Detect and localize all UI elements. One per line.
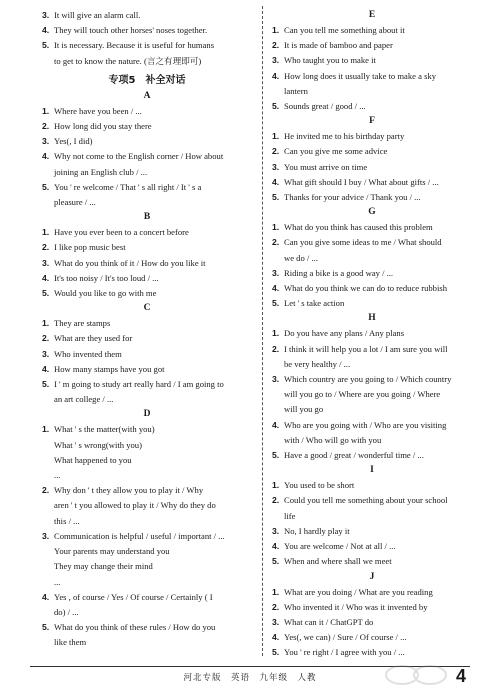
answer-item <box>272 53 472 68</box>
answer-line <box>272 554 472 569</box>
item-number: 2. <box>272 601 280 612</box>
answer-line <box>272 53 472 68</box>
answer-item <box>272 372 472 418</box>
answer-line <box>42 225 252 240</box>
item-number: 3. <box>42 257 50 268</box>
answer-text: What ' s wrong(with you) <box>54 439 142 450</box>
answer-item <box>42 620 252 650</box>
answer-text: What do you think of it / How do you like it <box>54 257 206 268</box>
item-number: 5. <box>42 40 50 51</box>
answer-continuation-line <box>42 468 252 483</box>
answer-line <box>272 448 472 463</box>
answer-text: How many stamps have you got <box>54 363 165 374</box>
answer-text: What ' s the matter(with you) <box>54 424 155 435</box>
item-number: 2. <box>272 237 280 248</box>
answer-continuation-line <box>42 498 252 513</box>
answer-line <box>272 326 472 341</box>
answer-text: He invited me to his birthday party <box>284 131 405 142</box>
answer-item <box>272 69 472 99</box>
answer-item <box>272 175 472 190</box>
answer-text: It's too noisy / It's too loud / ... <box>54 272 159 283</box>
item-number: 2. <box>272 40 280 51</box>
answer-text: Where have you been / ... <box>54 105 142 116</box>
answer-text: Who are you going with / Who are you visiting <box>284 419 447 430</box>
answer-text: No, I hardly play it <box>284 525 350 536</box>
answer-text: Thanks for your advice / Thank you / ... <box>284 192 421 203</box>
answer-line <box>272 281 472 296</box>
answer-text: aren ' t you allowed to play it / Why do they do <box>54 500 216 511</box>
answer-line <box>272 585 472 600</box>
answer-item <box>42 8 252 23</box>
group-letter: A <box>143 90 151 101</box>
item-number: 3. <box>272 616 280 627</box>
answer-text: ... <box>54 576 61 587</box>
group-letter: B <box>143 212 151 223</box>
answer-text: It is necessary. Because it is useful for humans <box>54 40 215 51</box>
answer-text: You ' re welcome / That ' s all right / It ' s a <box>54 181 202 192</box>
answer-text: Who invented them <box>54 348 122 359</box>
answer-item <box>272 630 472 645</box>
item-number: 4. <box>272 632 280 643</box>
item-number: 1. <box>272 480 280 491</box>
item-number: 2. <box>42 333 50 344</box>
answer-text: with / Who will go with you <box>284 434 382 445</box>
item-number: 3. <box>42 136 50 147</box>
answer-text: will you go <box>284 404 324 415</box>
answer-text: Riding a bike is a good way / ... <box>284 267 394 278</box>
item-number: 1. <box>272 586 280 597</box>
item-number: 1. <box>272 222 280 233</box>
answer-line <box>272 296 472 311</box>
answer-line <box>42 316 252 331</box>
answer-line <box>272 175 472 190</box>
answer-text: joining an English club / ... <box>54 166 148 177</box>
answer-text: Can you give some ideas to me / What should <box>284 237 442 248</box>
answer-line <box>42 38 252 53</box>
item-number: 1. <box>272 25 280 35</box>
answer-item <box>272 129 472 144</box>
answer-text: How long did you stay there <box>54 121 152 132</box>
item-number: 4. <box>42 272 50 283</box>
answer-text: be very healthy / ... <box>284 358 351 369</box>
answer-line <box>42 8 252 23</box>
answer-text: What do you think of these rules / How do you <box>54 622 216 633</box>
answer-item <box>42 316 252 331</box>
answer-line <box>42 240 252 255</box>
answer-continuation-line <box>42 575 252 590</box>
answer-item <box>272 266 472 281</box>
answer-item <box>42 134 252 149</box>
answer-text: ... <box>54 470 61 481</box>
answer-item <box>42 180 252 210</box>
answer-text: You must arrive on time <box>284 161 368 172</box>
watermark-logo-icon <box>382 664 452 686</box>
page-number: 4 <box>455 666 466 686</box>
answer-line <box>42 422 252 437</box>
item-number: 3. <box>42 10 50 20</box>
answer-line <box>272 493 472 508</box>
answer-item <box>272 448 472 463</box>
footer-edition-text: 河北专版 英语 九年级 人教 <box>183 673 317 683</box>
answer-text: pleasure / ... <box>54 197 96 208</box>
answer-text: What are they used for <box>54 333 133 344</box>
item-number: 5. <box>42 379 50 390</box>
answer-item <box>42 256 252 271</box>
item-number: 2. <box>272 495 280 506</box>
answer-item <box>42 104 252 119</box>
item-number: 1. <box>42 105 50 116</box>
answer-line <box>272 372 472 387</box>
item-number: 3. <box>42 530 50 541</box>
answer-item <box>42 38 252 68</box>
answer-text: It is made of bamboo and paper <box>284 40 393 51</box>
group-letter: E <box>368 10 376 20</box>
answer-continuation-line <box>272 509 472 524</box>
item-number: 4. <box>42 151 50 162</box>
answer-line <box>272 615 472 630</box>
answer-item <box>272 144 472 159</box>
item-number: 1. <box>272 131 280 142</box>
answer-item <box>272 99 472 114</box>
answer-item <box>42 271 252 286</box>
answer-line <box>42 271 252 286</box>
answer-continuation-line <box>42 54 252 69</box>
item-number: 4. <box>272 419 280 430</box>
answer-continuation-line <box>42 559 252 574</box>
answer-text: You are welcome / Not at all / ... <box>284 541 396 552</box>
answer-line <box>272 630 472 645</box>
item-number: 1. <box>272 328 280 339</box>
answer-continuation-line <box>42 392 252 407</box>
answer-line <box>272 266 472 281</box>
answer-continuation-line <box>42 165 252 180</box>
item-number: 4. <box>272 541 280 552</box>
answer-item <box>42 331 252 346</box>
answer-text: How long does it usually take to make a sky <box>284 70 437 81</box>
answer-continuation-line <box>42 605 252 620</box>
item-number: 5. <box>42 181 50 192</box>
answer-item <box>272 524 472 539</box>
answer-continuation-line <box>42 438 252 453</box>
answer-item <box>42 119 252 134</box>
answer-item <box>272 342 472 372</box>
answer-text: What do you think has caused this problem <box>284 222 433 233</box>
answer-line <box>42 180 252 195</box>
answer-line <box>42 286 252 301</box>
answer-text: Have a good / great / wonderful time / ... <box>284 450 424 461</box>
answer-item <box>272 38 472 53</box>
item-number: 1. <box>42 227 50 238</box>
answer-item <box>272 615 472 630</box>
answer-item <box>42 362 252 377</box>
answer-text: I think it will help you a lot / I am sure you will <box>284 343 448 354</box>
item-number: 4. <box>272 283 280 294</box>
group-letter: J <box>369 571 375 582</box>
answer-continuation-line <box>42 453 252 468</box>
answer-continuation-line <box>272 433 472 448</box>
item-number: 5. <box>272 556 280 567</box>
answer-item <box>272 418 472 448</box>
answer-text: will you go to / Where are you going / Where <box>284 389 441 400</box>
answer-text: Yes(, we can) / Sure / Of course / ... <box>284 632 407 643</box>
answer-text: Why not come to the English corner / How about <box>54 151 224 162</box>
item-number: 4. <box>272 70 280 81</box>
answer-item <box>42 377 252 407</box>
answer-text: lantern <box>284 85 308 96</box>
answer-line <box>272 235 472 250</box>
item-number: 3. <box>272 374 280 385</box>
answer-item <box>272 645 472 660</box>
answer-item <box>42 149 252 179</box>
item-number: 2. <box>272 146 280 157</box>
answer-item <box>42 422 252 483</box>
answer-line <box>272 144 472 159</box>
answer-line <box>42 119 252 134</box>
answer-continuation-line <box>272 402 472 417</box>
answer-line <box>42 529 252 544</box>
page-footer <box>0 662 500 690</box>
item-number: 3. <box>42 348 50 359</box>
answer-text: Could you tell me something about your school <box>284 495 448 506</box>
item-number: 2. <box>42 242 50 253</box>
item-number: 5. <box>272 101 280 112</box>
answer-continuation-line <box>42 195 252 210</box>
answer-continuation-line <box>272 357 472 372</box>
item-number: 3. <box>272 161 280 172</box>
answer-item <box>42 240 252 255</box>
item-number: 5. <box>272 647 280 658</box>
answer-text: When and where shall we meet <box>284 556 392 567</box>
answer-text: Do you have any plans / Any plans <box>284 328 405 339</box>
answer-item <box>272 539 472 554</box>
answer-item <box>42 483 252 529</box>
answer-text: Which country are you going to / Which country <box>284 374 452 385</box>
answer-text: Can you tell me something about it <box>284 25 405 35</box>
answer-line <box>42 23 252 38</box>
answer-line <box>272 23 472 38</box>
answer-text: What are you doing / What are you reading <box>284 586 433 597</box>
answer-item <box>272 235 472 265</box>
answer-text: What do you think we can do to reduce rubbish <box>284 283 448 294</box>
answer-text: Communication is helpful / useful / important / ... <box>54 530 225 541</box>
answer-line <box>42 256 252 271</box>
item-number: 4. <box>42 25 50 36</box>
answer-text: Yes , of course / Yes / Of course / Certainly ( I <box>54 591 213 602</box>
answer-line <box>42 149 252 164</box>
answer-text: Have you ever been to a concert before <box>54 227 189 238</box>
answer-line <box>272 190 472 205</box>
answer-line <box>42 377 252 392</box>
answer-line <box>42 331 252 346</box>
answer-text: like them <box>54 637 87 648</box>
answer-item <box>272 585 472 600</box>
group-letter: G <box>368 207 376 218</box>
answer-text: to get to know the nature. (言之有理即可) <box>54 55 202 66</box>
item-number: 1. <box>42 424 50 435</box>
answer-line <box>272 160 472 175</box>
answer-text: They may change their mind <box>54 561 153 572</box>
answer-text: They are stamps <box>54 318 111 329</box>
answer-item <box>42 347 252 362</box>
answer-line <box>42 134 252 149</box>
answer-continuation-line <box>42 514 252 529</box>
answer-line <box>272 418 472 433</box>
answer-text: Why don ' t they allow you to play it / Why <box>54 485 204 496</box>
answer-text: we do / ... <box>284 252 318 263</box>
answer-line <box>42 483 252 498</box>
answer-text: Who invented it / Who was it invented by <box>284 601 428 612</box>
answer-line <box>272 600 472 615</box>
answer-line <box>272 99 472 114</box>
answer-text: this / ... <box>54 515 80 526</box>
answer-line <box>272 220 472 235</box>
group-letter: D <box>143 409 151 420</box>
item-number: 4. <box>272 176 280 187</box>
answer-item <box>42 286 252 301</box>
left-column <box>42 8 252 651</box>
answer-line <box>42 620 252 635</box>
item-number: 5. <box>42 622 50 633</box>
answer-item <box>272 600 472 615</box>
answer-line <box>42 590 252 605</box>
answer-text: They will touch other horses' noses together. <box>54 25 208 36</box>
answer-continuation-line <box>42 635 252 650</box>
answer-continuation-line <box>272 84 472 99</box>
answer-item <box>42 225 252 240</box>
answer-text: I like pop music best <box>54 242 126 253</box>
answer-line <box>272 129 472 144</box>
answer-item <box>272 554 472 569</box>
group-letter: H <box>368 313 376 324</box>
answer-item <box>272 190 472 205</box>
answer-text: life <box>284 510 296 521</box>
item-number: 3. <box>272 525 280 536</box>
answer-text: Would you like to go with me <box>54 288 157 299</box>
answer-item <box>272 220 472 235</box>
answer-line <box>272 478 472 493</box>
answer-text: What can it / ChatGPT do <box>284 616 374 627</box>
answer-line <box>272 38 472 53</box>
answer-line <box>272 524 472 539</box>
answer-item <box>42 590 252 620</box>
answer-text: I ' m going to study art really hard / I am going to <box>54 379 224 390</box>
answer-line <box>272 645 472 660</box>
group-letter: I <box>370 465 374 476</box>
answer-continuation-line <box>272 251 472 266</box>
item-number: 3. <box>272 55 280 66</box>
answer-item <box>272 160 472 175</box>
item-number: 5. <box>42 288 50 299</box>
answer-line <box>42 362 252 377</box>
item-number: 5. <box>272 298 280 309</box>
answer-text: Sounds great / good / ... <box>284 101 366 112</box>
group-letter: C <box>143 303 151 314</box>
answer-text: Your parents may understand you <box>54 546 170 557</box>
section-title: 专项5 补全对话 <box>108 74 186 86</box>
answer-line <box>42 347 252 362</box>
answer-text: What happened to you <box>54 454 132 465</box>
answer-text: an art college / ... <box>54 394 114 405</box>
item-number: 1. <box>42 318 50 329</box>
answer-text: Can you give me some advice <box>284 146 388 157</box>
item-number: 2. <box>42 121 50 132</box>
item-number: 4. <box>42 591 50 602</box>
answer-text: You used to be short <box>284 480 355 491</box>
answer-item <box>42 23 252 38</box>
answer-continuation-line <box>42 544 252 559</box>
answer-item <box>272 478 472 493</box>
answer-item <box>272 493 472 523</box>
answer-item <box>272 281 472 296</box>
answer-text: Let ' s take action <box>284 298 345 309</box>
answer-line <box>42 104 252 119</box>
answer-text: Who taught you to make it <box>284 55 376 66</box>
answer-text: do) / ... <box>54 606 79 617</box>
answer-line <box>272 342 472 357</box>
answer-text: What gift should I buy / What about gifts / ... <box>284 176 439 187</box>
answer-text: You ' re right / I agree with you / ... <box>284 647 405 658</box>
answer-continuation-line <box>272 387 472 402</box>
answer-item <box>272 296 472 311</box>
answer-text: Yes(, I did) <box>54 136 93 147</box>
group-letter: F <box>369 116 375 127</box>
item-number: 5. <box>272 450 280 461</box>
answer-item <box>42 529 252 590</box>
answer-text: It will give an alarm call. <box>54 10 141 20</box>
item-number: 5. <box>272 192 280 203</box>
item-number: 3. <box>272 267 280 278</box>
item-number: 4. <box>42 363 50 374</box>
right-column <box>272 8 472 661</box>
item-number: 2. <box>272 343 280 354</box>
answer-item <box>272 23 472 38</box>
column-divider <box>262 6 263 656</box>
answer-line <box>272 539 472 554</box>
answer-line <box>272 69 472 84</box>
item-number: 2. <box>42 485 50 496</box>
answer-item <box>272 326 472 341</box>
